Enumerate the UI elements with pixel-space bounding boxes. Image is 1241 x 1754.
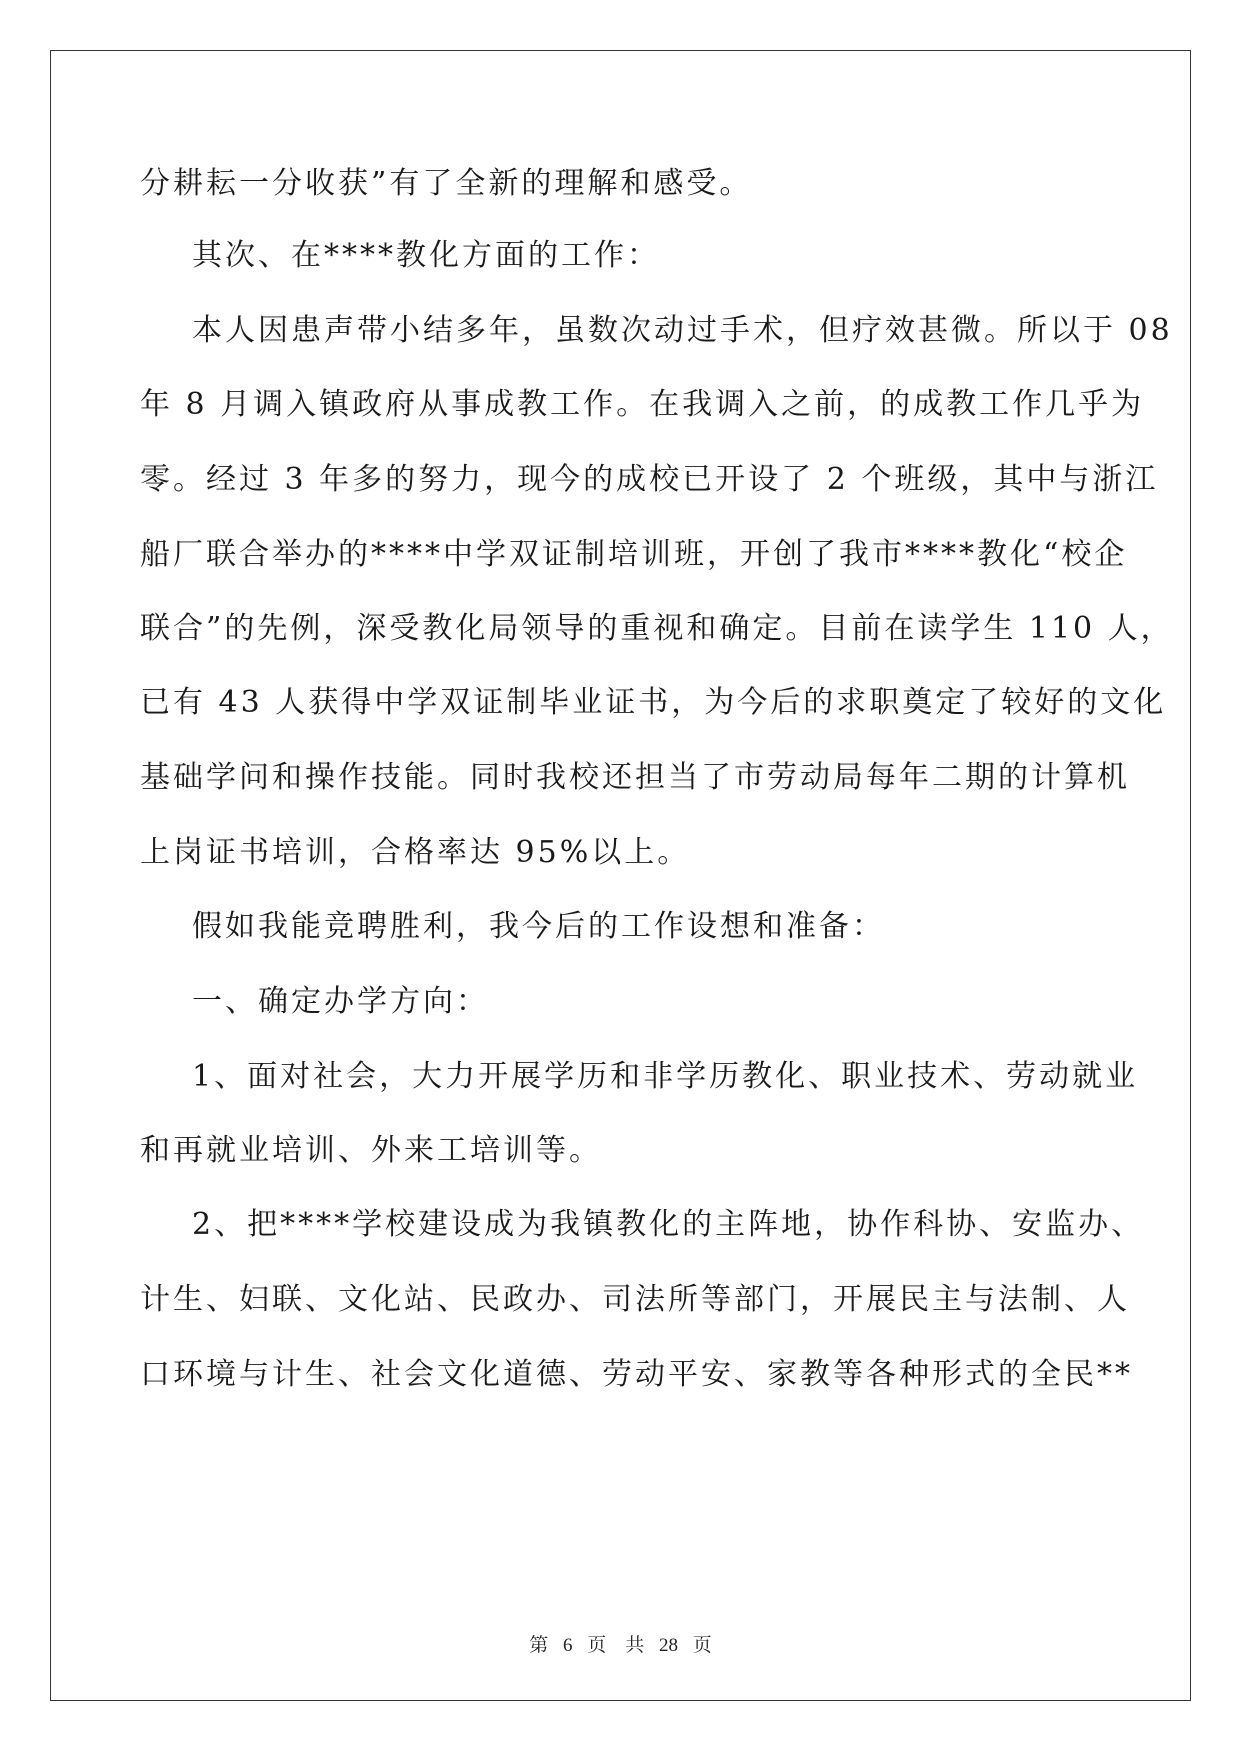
text-line: 其次、在****教化方面的工作： — [192, 238, 660, 273]
page-border — [50, 50, 1191, 1701]
text-line: 年 8 月调入镇政府从事成教工作。在我调入之前，的成教工作几乎为 — [140, 387, 1145, 422]
text-line: 和再就业培训、外来工培训等。 — [140, 1133, 602, 1168]
text-line: 假如我能竞聘胜利，我今后的工作设想和准备： — [192, 909, 885, 944]
text-line: 计生、妇联、文化站、民政办、司法所等部门，开展民主与法制、人 — [140, 1282, 1130, 1317]
text-line: 上岗证书培训，合格率达 95%以上。 — [140, 835, 691, 870]
text-line: 1、面对社会，大力开展学历和非学历教化、职业技术、劳动就业 — [192, 1059, 1139, 1094]
text-line: 船厂联合举办的****中学双证制培训班，开创了我市****教化“校企 — [140, 537, 1128, 572]
text-line: 已有 43 人获得中学双证制毕业证书，为今后的求职奠定了较好的文化 — [140, 685, 1167, 720]
text-line: 一、确定办学方向： — [192, 984, 489, 1019]
text-line: 口环境与计生、社会文化道德、劳动平安、家教等各种形式的全民** — [140, 1357, 1133, 1392]
text-line: 零。经过 3 年多的努力，现今的成校已开设了 2 个班级，其中与浙江 — [140, 462, 1159, 497]
page-number-footer: 第 6 页 共 28 页 — [529, 1635, 712, 1656]
text-line: 联合”的先例，深受教化局领导的重视和确定。目前在读学生 110 人， — [140, 611, 1174, 646]
text-line: 本人因患声带小结多年，虽数次动过手术，但疗效甚微。所以于 08 — [192, 313, 1173, 348]
text-line: 基础学问和操作技能。同时我校还担当了市劳动局每年二期的计算机 — [140, 760, 1130, 795]
text-line: 2、把****学校建设成为我镇教化的主阵地，协作科协、安监办、 — [192, 1207, 1145, 1242]
text-line: 分耕耘一分收获”有了全新的理解和感受。 — [140, 166, 753, 201]
